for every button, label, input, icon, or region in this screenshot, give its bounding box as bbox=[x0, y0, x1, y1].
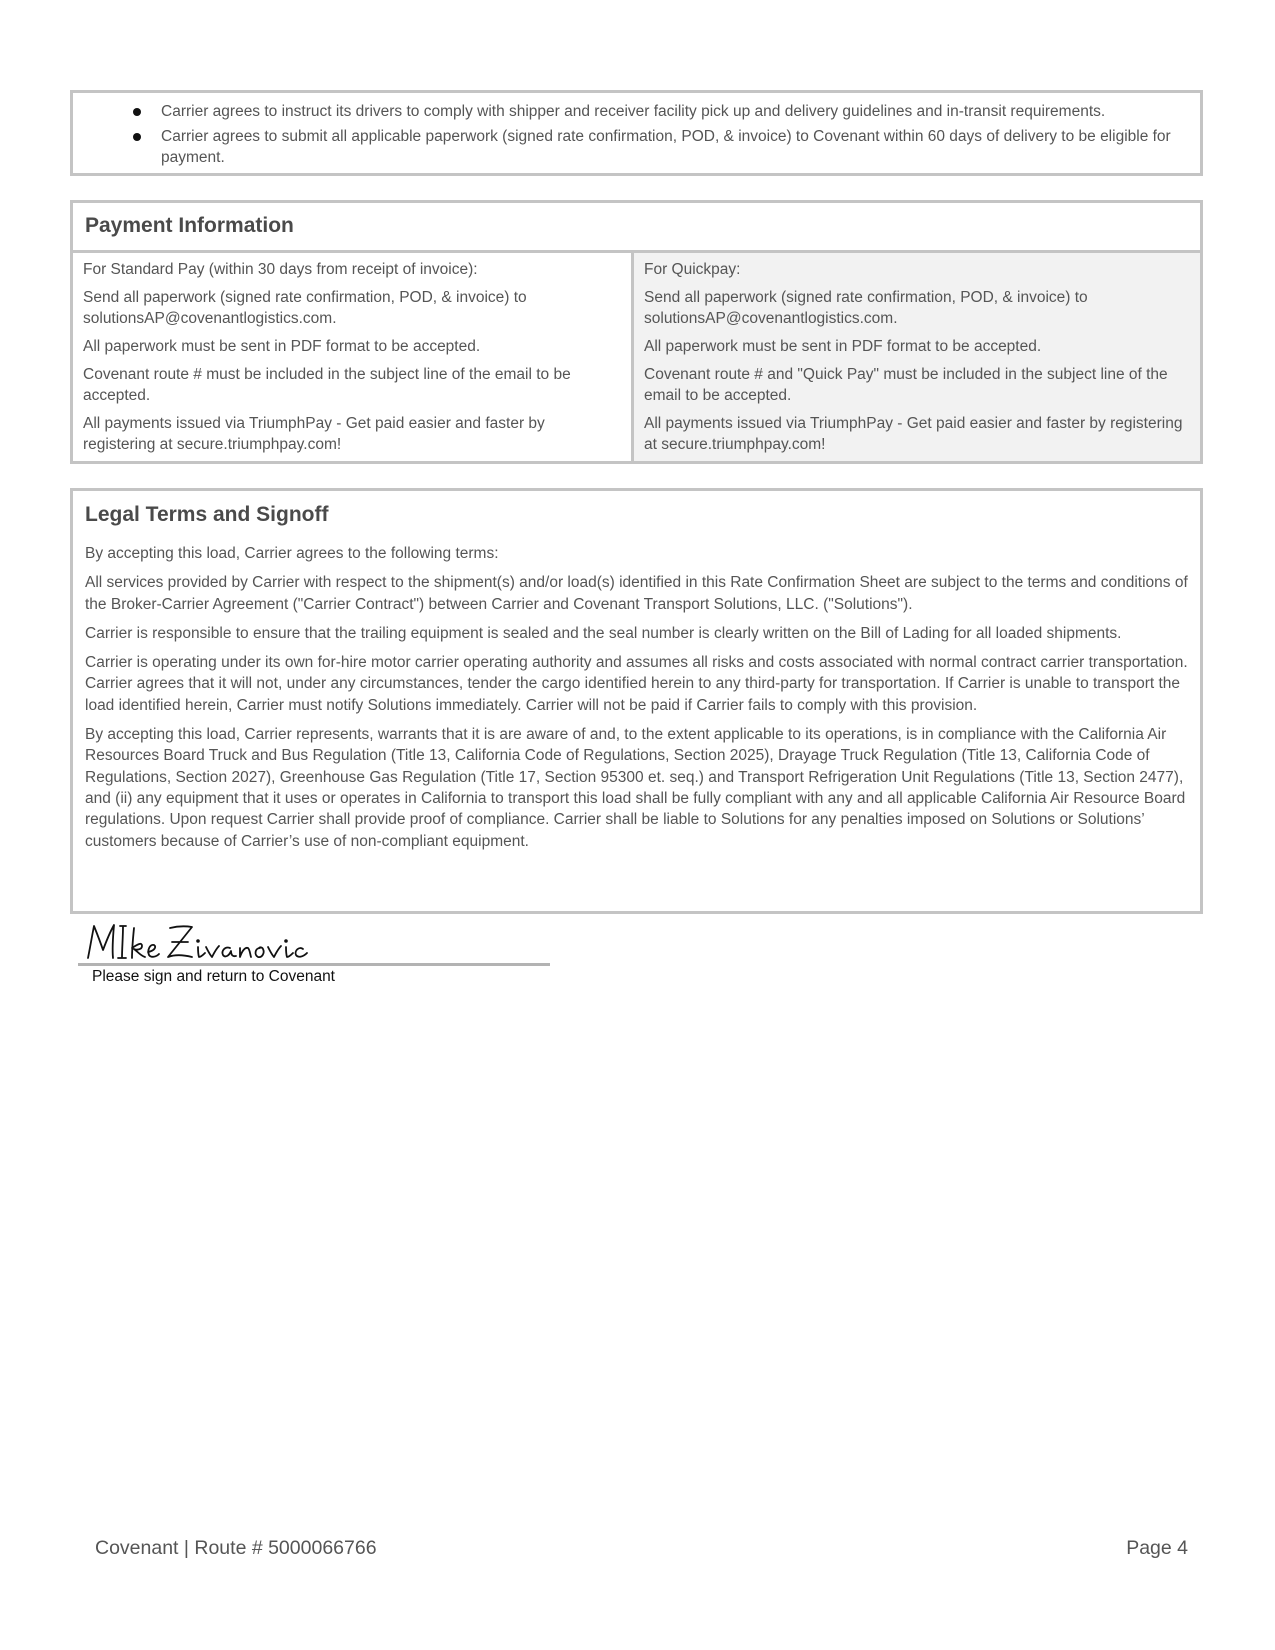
requirement-text: Carrier agrees to submit all applicable paperwork (signed rate confirmation, POD, & invoice) to Covenant within 60 days of delivery to be eligible for payment. bbox=[161, 128, 1171, 166]
legal-paragraph: By accepting this load, Carrier agrees to the following terms: bbox=[85, 545, 499, 562]
signature-caption: Please sign and return to Covenant bbox=[92, 968, 335, 985]
quickpay-line: All payments issued via TriumphPay - Get paid easier and faster by registering at secure.triumphpay.com! bbox=[644, 415, 1183, 453]
standard-pay-column bbox=[73, 253, 634, 461]
requirements-list bbox=[85, 101, 1188, 168]
standard-pay-heading: For Standard Pay (within 30 days from receipt of invoice): bbox=[83, 261, 478, 278]
footer-page-number: Page 4 bbox=[1126, 1537, 1188, 1559]
standard-pay-line: Send all paperwork (signed rate confirmation, POD, & invoice) to solutionsAP@covenantlogistics.com. bbox=[83, 289, 527, 327]
signature-line bbox=[78, 963, 550, 966]
bullet-icon bbox=[133, 133, 141, 141]
footer-route-number: Covenant | Route # 5000066766 bbox=[95, 1537, 377, 1559]
legal-paragraph: Carrier is responsible to ensure that the trailing equipment is sealed and the seal number is clearly written on the Bill of Lading for all loaded shipments. bbox=[85, 624, 1122, 642]
quickpay-line: All paperwork must be sent in PDF format to be accepted. bbox=[644, 338, 1042, 355]
standard-pay-line: Covenant route # must be included in the subject line of the email to be accepted. bbox=[83, 366, 571, 404]
signature-area bbox=[78, 920, 553, 1000]
requirement-text: Carrier agrees to instruct its drivers to comply with shipper and receiver facility pick up and delivery guidelines and in-transit requirements. bbox=[161, 103, 1106, 120]
payment-information-box bbox=[70, 200, 1203, 464]
standard-pay-line: All payments issued via TriumphPay - Get paid easier and faster by registering at secure.triumphpay.com! bbox=[83, 415, 545, 453]
payment-columns bbox=[73, 253, 1200, 461]
quickpay-line: Covenant route # and "Quick Pay" must be included in the subject line of the email to be accepted. bbox=[644, 366, 1168, 404]
legal-paragraph: All services provided by Carrier with respect to the shipment(s) and/or load(s) identified in this Rate Confirmation Sheet are subject to the terms and conditions of the Broker-Carrier Agreement ("Carrier Contract") between Carrier and Covenant Transport Solutions, LLC. ("Solutions"). bbox=[85, 574, 1188, 613]
bullet-icon bbox=[133, 108, 141, 116]
legal-terms-body bbox=[73, 543, 1200, 852]
quickpay-column bbox=[634, 253, 1200, 461]
payment-section-title: Payment Information bbox=[73, 203, 1200, 253]
handwritten-signature bbox=[78, 920, 338, 966]
legal-terms-box bbox=[70, 488, 1203, 914]
legal-section-title: Legal Terms and Signoff bbox=[85, 503, 329, 526]
quickpay-line: Send all paperwork (signed rate confirmation, POD, & invoice) to solutionsAP@covenantlogistics.com. bbox=[644, 289, 1088, 327]
requirement-item bbox=[85, 101, 1188, 122]
requirement-item bbox=[85, 126, 1188, 168]
carrier-requirements-box bbox=[70, 90, 1203, 176]
legal-paragraph: Carrier is operating under its own for-hire motor carrier operating authority and assumes all risks and costs associated with normal contract carrier transportation. Carrier agrees that it will not, under any circumstances, tender the cargo identified herein to any third-party for transportation. If Carrier is unable to transport the load identified herein, Carrier must notify Solutions immediately. Carrier will not be paid if Carrier fails to comply with this provision. bbox=[85, 654, 1188, 714]
legal-paragraph: By accepting this load, Carrier represents, warrants that it is are aware of and, to the extent applicable to its operations, is in compliance with the California Air Resources Board Truck and Bus Regulation (Title 13, California Code of Regulations, Section 2025), Drayage Truck Regulation (Title 13, California Code of Regulations, Section 2027), Greenhouse Gas Regulation (Title 17, Section 95300 et. seq.) and Transport Refrigeration Unit Regulations (Title 13, Section 2477), and (ii) any equipment that it uses or operates in California to transport this load shall be fully compliant with any and all applicable California Air Resource Board regulations. Upon request Carrier shall provide proof of compliance. Carrier shall be liable to Solutions for any penalties imposed on Solutions or Solutions’ customers because of Carrier’s use of non-compliant equipment. bbox=[85, 726, 1186, 850]
standard-pay-line: All paperwork must be sent in PDF format to be accepted. bbox=[83, 338, 481, 355]
quickpay-heading: For Quickpay: bbox=[644, 261, 741, 278]
